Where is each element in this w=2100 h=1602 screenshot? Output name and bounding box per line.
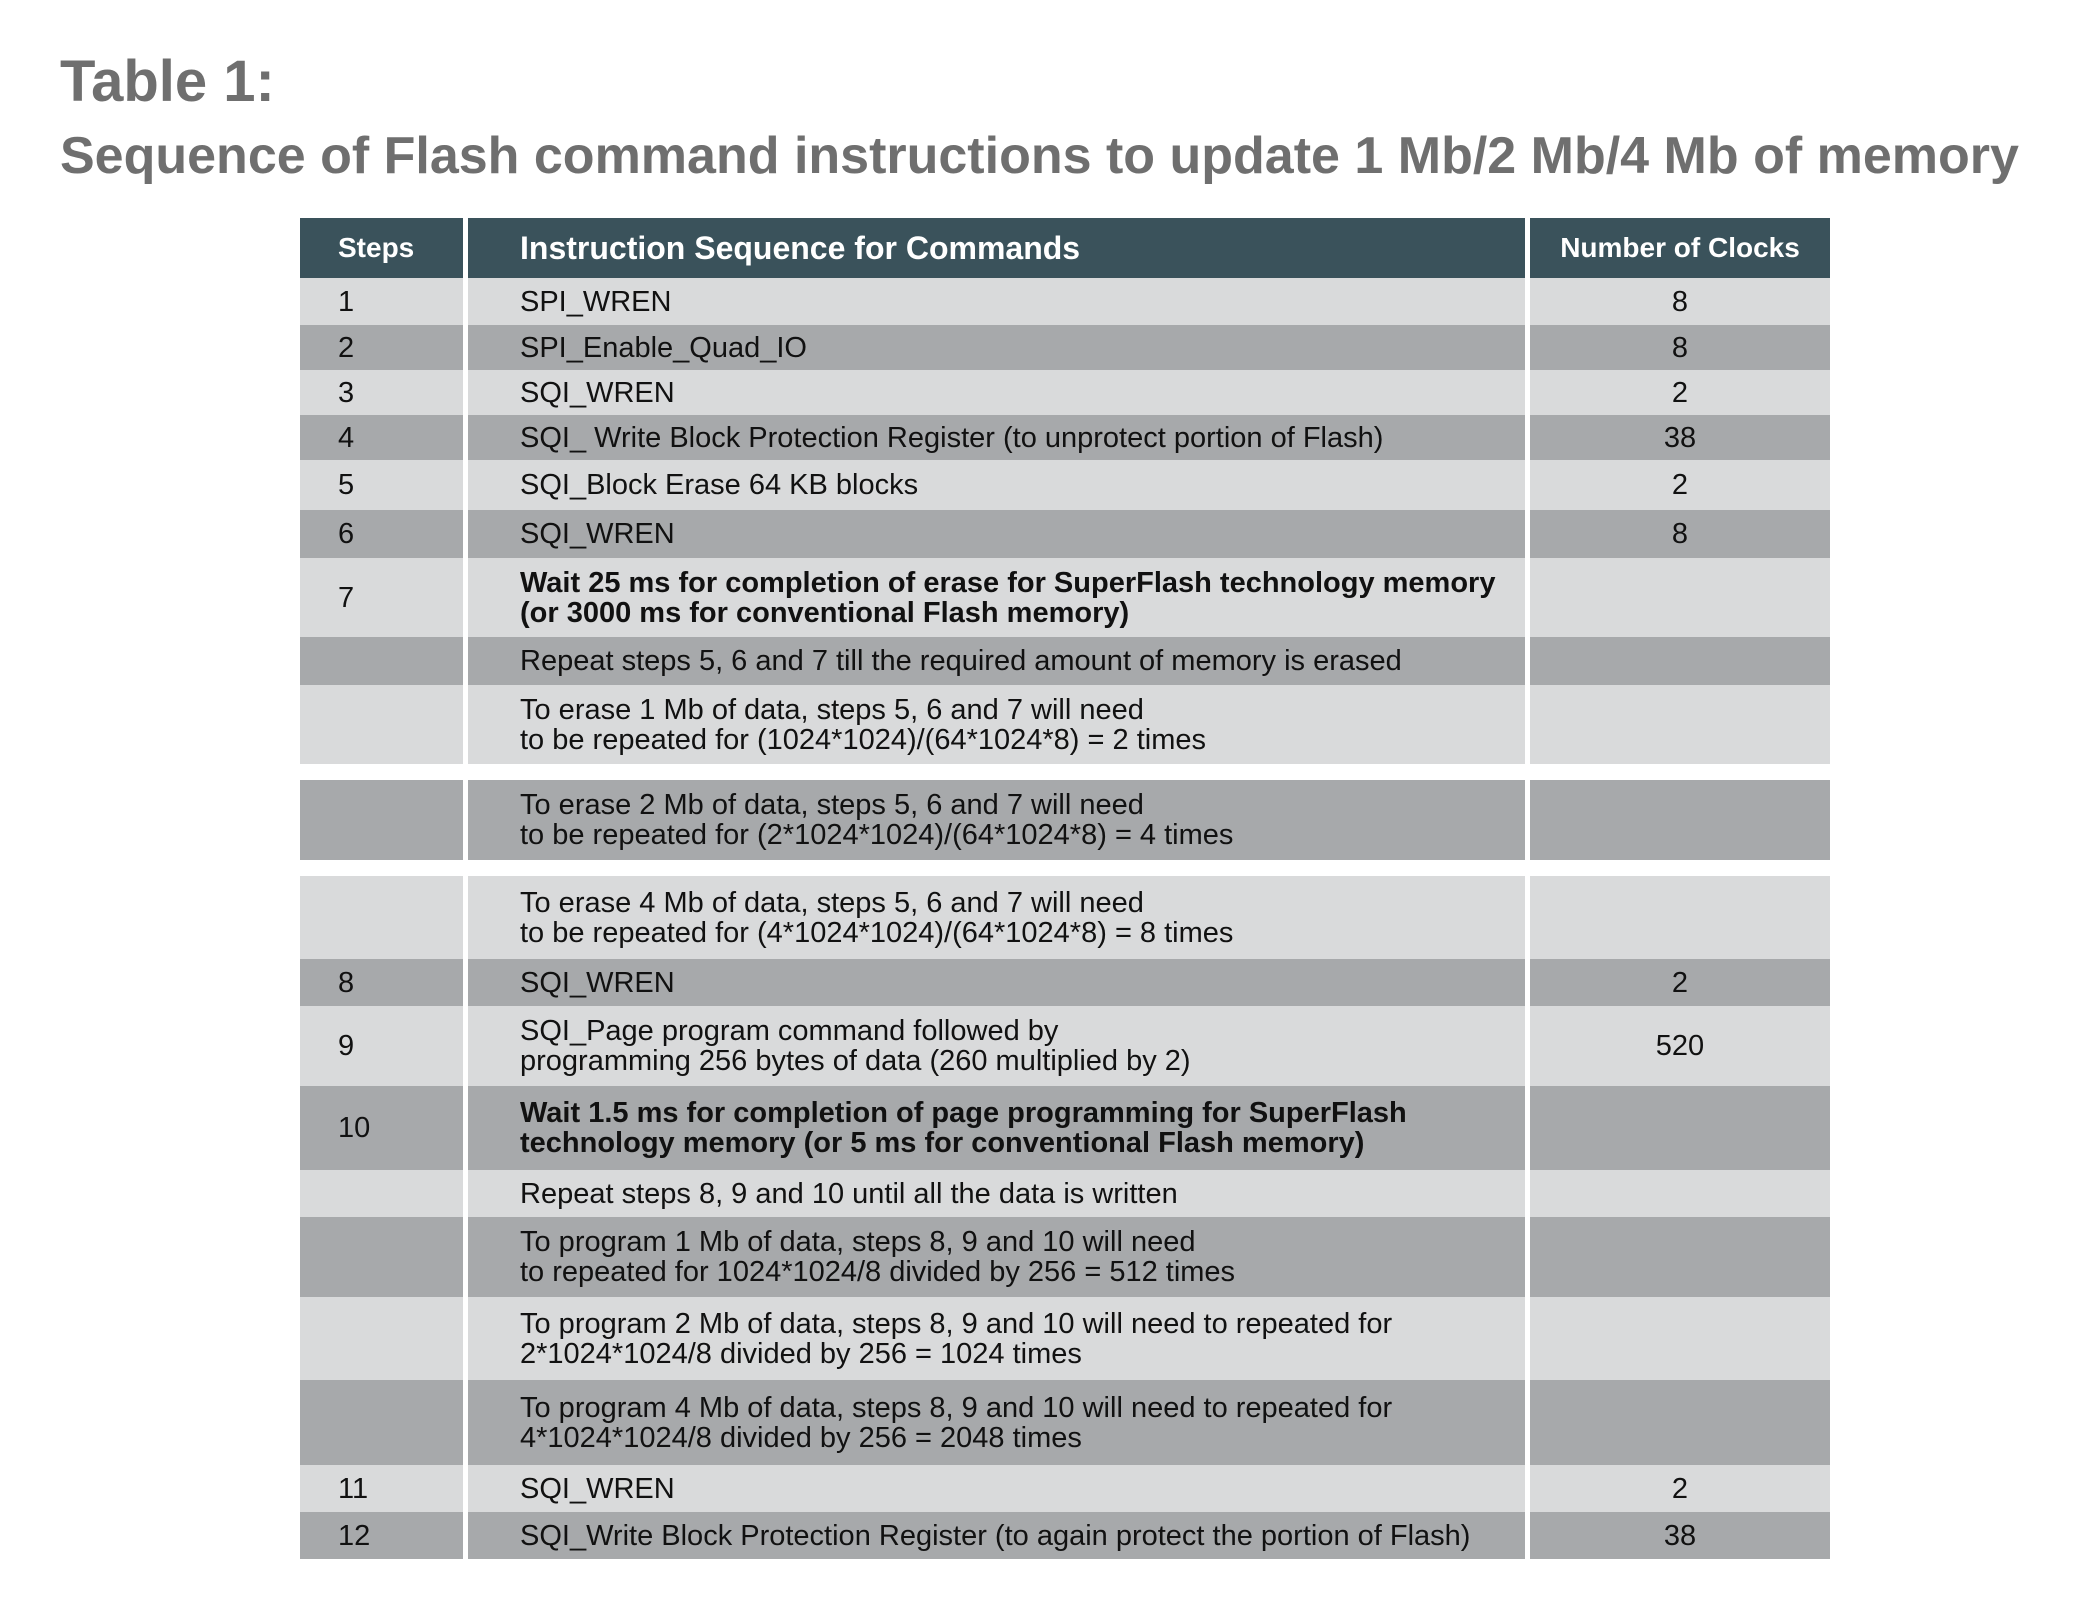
table-row bbox=[300, 325, 1830, 370]
step-cell: 10 bbox=[300, 1086, 463, 1170]
step-cell: 6 bbox=[300, 510, 463, 558]
clocks-cell: 38 bbox=[1530, 1512, 1830, 1559]
instruction-cell: To program 1 Mb of data, steps 8, 9 and 10 will need to repeated for 1024*1024/8 divided by 256 = 512 times bbox=[468, 1217, 1525, 1297]
step-cell bbox=[300, 780, 463, 860]
clocks-cell: 8 bbox=[1530, 278, 1830, 325]
table-row bbox=[300, 637, 1830, 685]
step-cell: 4 bbox=[300, 415, 463, 460]
clocks-cell: 8 bbox=[1530, 510, 1830, 558]
clocks-cell bbox=[1530, 1297, 1830, 1380]
clocks-cell bbox=[1530, 1217, 1830, 1297]
table-title: Sequence of Flash command instructions to update 1 Mb/2 Mb/4 Mb of memory bbox=[60, 127, 2019, 185]
step-cell: 8 bbox=[300, 959, 463, 1006]
clocks-cell bbox=[1530, 1170, 1830, 1217]
step-cell: 12 bbox=[300, 1512, 463, 1559]
instruction-cell: Repeat steps 8, 9 and 10 until all the data is written bbox=[468, 1170, 1525, 1217]
table-row bbox=[300, 1297, 1830, 1380]
step-cell: 5 bbox=[300, 460, 463, 510]
table-row bbox=[300, 278, 1830, 325]
table-row bbox=[300, 780, 1830, 860]
table-row bbox=[300, 510, 1830, 558]
instruction-cell: To erase 2 Mb of data, steps 5, 6 and 7 will need to be repeated for (2*1024*1024)/(64*1024*8) = 4 times bbox=[468, 780, 1525, 860]
table-row bbox=[300, 1217, 1830, 1297]
table-row bbox=[300, 959, 1830, 1006]
instruction-cell: Wait 1.5 ms for completion of page programming for SuperFlash technology memory (or 5 ms for conventional Flash memory) bbox=[468, 1086, 1525, 1170]
step-cell bbox=[300, 876, 463, 959]
step-cell bbox=[300, 685, 463, 764]
instruction-cell: To erase 1 Mb of data, steps 5, 6 and 7 will need to be repeated for (1024*1024)/(64*1024*8) = 2 times bbox=[468, 685, 1525, 764]
table-number: Table 1: bbox=[60, 49, 275, 114]
instruction-cell: SQI_ Write Block Protection Register (to unprotect portion of Flash) bbox=[468, 415, 1525, 460]
instruction-cell: SQI_WREN bbox=[468, 370, 1525, 415]
instruction-cell: SPI_WREN bbox=[468, 278, 1525, 325]
clocks-cell: 2 bbox=[1530, 959, 1830, 1006]
clocks-cell: 38 bbox=[1530, 415, 1830, 460]
table-row bbox=[300, 1006, 1830, 1086]
table-row bbox=[300, 876, 1830, 959]
table-row bbox=[300, 1170, 1830, 1217]
flash-command-table bbox=[300, 218, 1830, 1559]
instruction-cell: SQI_WREN bbox=[468, 510, 1525, 558]
instruction-cell: SQI_Block Erase 64 KB blocks bbox=[468, 460, 1525, 510]
step-cell bbox=[300, 1170, 463, 1217]
table-row bbox=[300, 370, 1830, 415]
step-cell: 2 bbox=[300, 325, 463, 370]
header-clocks: Number of Clocks bbox=[1530, 218, 1830, 278]
clocks-cell: 2 bbox=[1530, 1465, 1830, 1512]
clocks-cell: 2 bbox=[1530, 370, 1830, 415]
step-cell: 11 bbox=[300, 1465, 463, 1512]
step-cell bbox=[300, 637, 463, 685]
clocks-cell bbox=[1530, 637, 1830, 685]
table-row bbox=[300, 460, 1830, 510]
clocks-cell bbox=[1530, 1380, 1830, 1465]
table-caption bbox=[60, 48, 2019, 196]
header-instruction: Instruction Sequence for Commands bbox=[468, 218, 1525, 278]
clocks-cell: 8 bbox=[1530, 325, 1830, 370]
clocks-cell bbox=[1530, 876, 1830, 959]
step-cell: 1 bbox=[300, 278, 463, 325]
step-cell bbox=[300, 1380, 463, 1465]
instruction-cell: SQI_WREN bbox=[468, 959, 1525, 1006]
step-cell: 7 bbox=[300, 558, 463, 637]
clocks-cell: 2 bbox=[1530, 460, 1830, 510]
table-row bbox=[300, 685, 1830, 764]
table-row bbox=[300, 1086, 1830, 1170]
table-row bbox=[300, 1465, 1830, 1512]
table-row bbox=[300, 558, 1830, 637]
clocks-cell bbox=[1530, 685, 1830, 764]
table-row bbox=[300, 415, 1830, 460]
clocks-cell: 520 bbox=[1530, 1006, 1830, 1086]
instruction-cell: SQI_Write Block Protection Register (to again protect the portion of Flash) bbox=[468, 1512, 1525, 1559]
clocks-cell bbox=[1530, 780, 1830, 860]
instruction-cell: To program 2 Mb of data, steps 8, 9 and 10 will need to repeated for 2*1024*1024/8 divided by 256 = 1024 times bbox=[468, 1297, 1525, 1380]
step-cell: 3 bbox=[300, 370, 463, 415]
clocks-cell bbox=[1530, 558, 1830, 637]
table-row bbox=[300, 1380, 1830, 1465]
header-steps: Steps bbox=[300, 218, 463, 278]
step-cell: 9 bbox=[300, 1006, 463, 1086]
table-header bbox=[300, 218, 1830, 278]
step-cell bbox=[300, 1217, 463, 1297]
clocks-cell bbox=[1530, 1086, 1830, 1170]
instruction-cell: Wait 25 ms for completion of erase for SuperFlash technology memory (or 3000 ms for conventional Flash memory) bbox=[468, 558, 1525, 637]
instruction-cell: To erase 4 Mb of data, steps 5, 6 and 7 will need to be repeated for (4*1024*1024)/(64*1024*8) = 8 times bbox=[468, 876, 1525, 959]
instruction-cell: SQI_WREN bbox=[468, 1465, 1525, 1512]
instruction-cell: SQI_Page program command followed by programming 256 bytes of data (260 multiplied by 2) bbox=[468, 1006, 1525, 1086]
instruction-cell: To program 4 Mb of data, steps 8, 9 and 10 will need to repeated for 4*1024*1024/8 divided by 256 = 2048 times bbox=[468, 1380, 1525, 1465]
instruction-cell: SPI_Enable_Quad_IO bbox=[468, 325, 1525, 370]
step-cell bbox=[300, 1297, 463, 1380]
instruction-cell: Repeat steps 5, 6 and 7 till the required amount of memory is erased bbox=[468, 637, 1525, 685]
table-row bbox=[300, 1512, 1830, 1559]
